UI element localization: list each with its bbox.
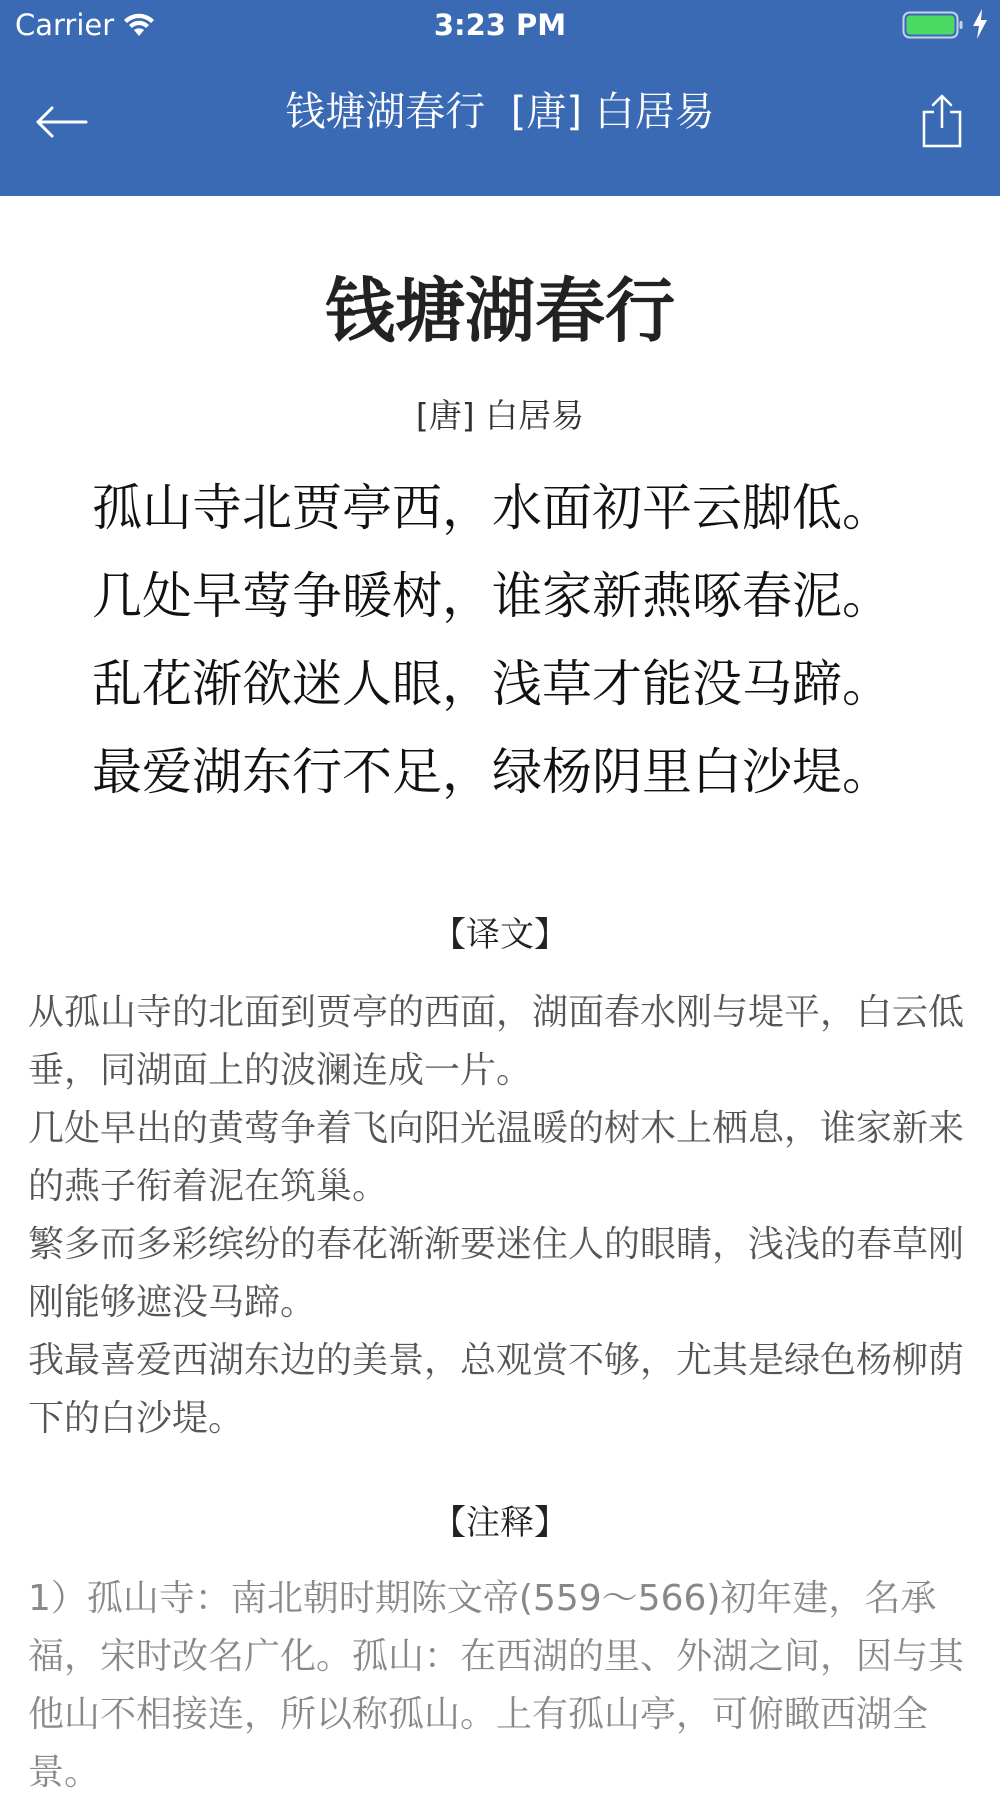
poem-lines bbox=[92, 464, 952, 816]
battery-icon bbox=[902, 10, 964, 40]
translation-paragraph: 从孤山寺的北面到贾亭的西面，湖面春水刚与堤平，白云低垂，同湖面上的波澜连成一片。 bbox=[28, 992, 965, 1091]
poem-line: 乱花渐欲迷人眼，浅草才能没马蹄。 bbox=[92, 655, 892, 713]
poem-line: 最爱湖东行不足，绿杨阴里白沙堤。 bbox=[92, 743, 892, 801]
back-arrow-icon[interactable] bbox=[30, 92, 90, 152]
translation-paragraph: 几处早出的黄莺争着飞向阳光温暖的树木上栖息，谁家新来的燕子衔着泥在筑巢。 bbox=[28, 1108, 965, 1207]
status-time: 3:23 PM bbox=[433, 8, 567, 42]
poem-author: [唐] 白居易 bbox=[415, 396, 585, 435]
translation-heading: 【译文】 bbox=[432, 915, 568, 955]
notes-body bbox=[28, 1570, 976, 1802]
notes-heading: 【注释】 bbox=[432, 1503, 568, 1543]
app-header bbox=[0, 0, 1000, 196]
nav-title: 钱塘湖春行 [唐] 白居易 bbox=[285, 89, 715, 135]
translation-paragraph: 我最喜爱西湖东边的美景，总观赏不够，尤其是绿色杨柳荫下的白沙堤。 bbox=[28, 1340, 965, 1439]
translation-paragraph: 繁多而多彩缤纷的春花渐渐要迷住人的眼睛，浅浅的春草刚刚能够遮没马蹄。 bbox=[28, 1224, 965, 1323]
poem-line: 孤山寺北贾亭西，水面初平云脚低。 bbox=[92, 479, 892, 537]
status-bar bbox=[0, 0, 1000, 50]
bolt-icon bbox=[970, 8, 990, 40]
share-icon[interactable] bbox=[918, 92, 966, 148]
carrier-label: Carrier bbox=[15, 8, 115, 42]
note-paragraph: 1）孤山寺：南北朝时期陈文帝(559～566)初年建，名承福，宋时改名广化。孤山：在西湖的里、外湖之间，因与其他山不相接连，所以称孤山。上有孤山亭，可俯瞰西湖全景。 bbox=[28, 1578, 965, 1793]
poem-title: 钱塘湖春行 bbox=[325, 270, 675, 352]
translation-body bbox=[28, 984, 976, 1448]
poem-line: 几处早莺争暖树，谁家新燕啄春泥。 bbox=[92, 567, 892, 625]
